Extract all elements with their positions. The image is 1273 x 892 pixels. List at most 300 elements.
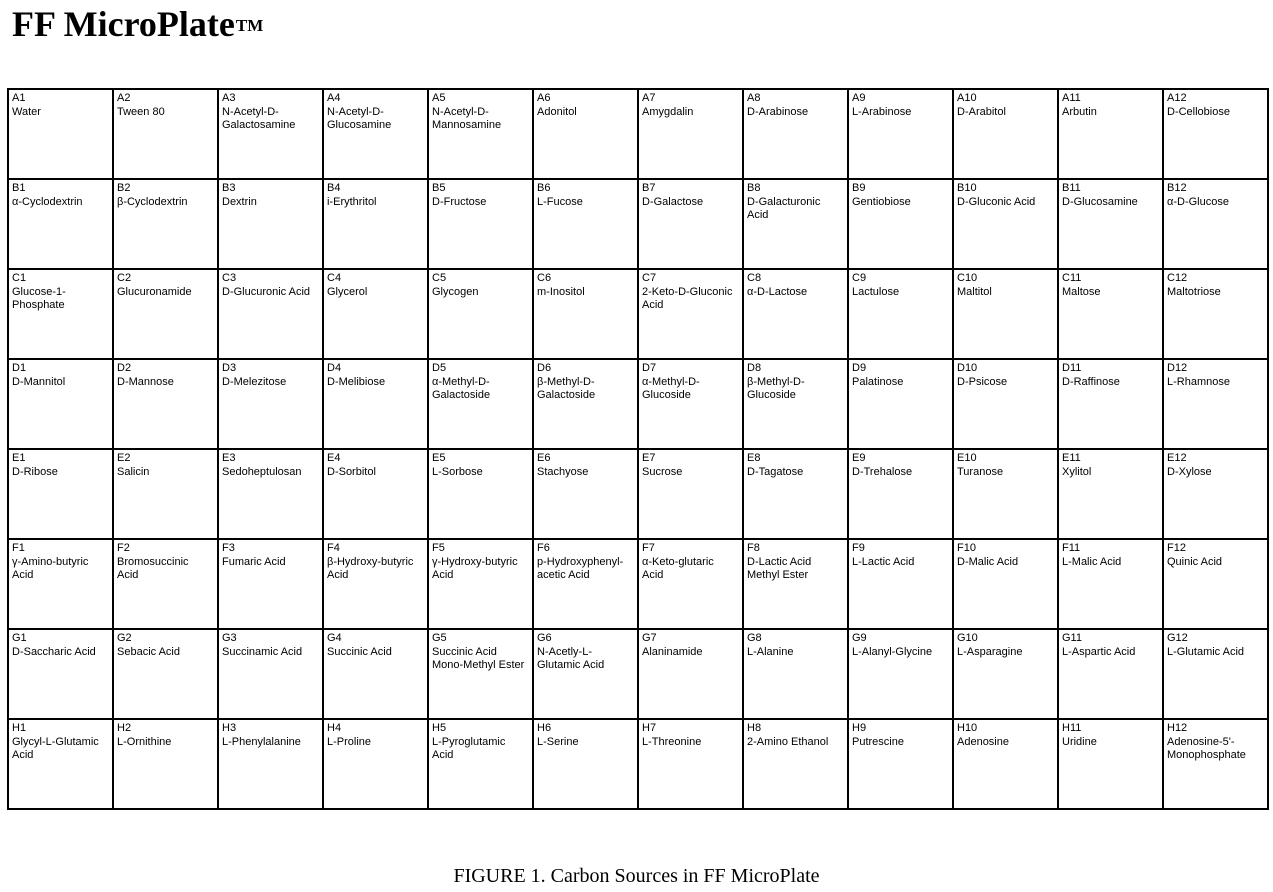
well-substrate-name: L-Pyroglutamic Acid bbox=[432, 735, 506, 761]
well-cell bbox=[743, 89, 848, 179]
well-substrate-name: Bromosuccinic Acid bbox=[117, 555, 189, 581]
well-id: D6 bbox=[537, 362, 552, 374]
well-id: H4 bbox=[327, 722, 342, 734]
well-substrate-name: D-Galactose bbox=[642, 195, 704, 208]
well-substrate-name: L-Serine bbox=[537, 735, 579, 748]
well-cell bbox=[218, 629, 323, 719]
well-substrate-name: L-Threonine bbox=[642, 735, 702, 748]
well-cell bbox=[533, 179, 638, 269]
well-cell bbox=[113, 269, 218, 359]
well-id: G1 bbox=[12, 632, 27, 644]
well-cell bbox=[428, 359, 533, 449]
well-substrate-name: Xylitol bbox=[1062, 465, 1092, 478]
well-cell bbox=[533, 539, 638, 629]
well-cell bbox=[218, 269, 323, 359]
well-id: A8 bbox=[747, 92, 761, 104]
well-id: E2 bbox=[117, 452, 131, 464]
well-cell bbox=[1058, 539, 1163, 629]
well-id: D5 bbox=[432, 362, 447, 374]
well-id: C1 bbox=[12, 272, 27, 284]
well-id: F7 bbox=[642, 542, 655, 554]
well-cell bbox=[8, 179, 113, 269]
well-cell bbox=[848, 539, 953, 629]
well-substrate-name: D-Malic Acid bbox=[957, 555, 1019, 568]
well-substrate-name: Sedoheptulosan bbox=[222, 465, 302, 478]
well-id: G11 bbox=[1062, 632, 1082, 644]
well-id: A6 bbox=[537, 92, 551, 104]
well-id: A2 bbox=[117, 92, 131, 104]
well-substrate-name: D-Gluconic Acid bbox=[957, 195, 1036, 208]
well-cell bbox=[8, 719, 113, 809]
well-substrate-name: β-Cyclodextrin bbox=[117, 195, 188, 208]
well-substrate-name: α-Methyl-D- Glucoside bbox=[642, 375, 700, 401]
well-id: B4 bbox=[327, 182, 341, 194]
well-substrate-name: Turanose bbox=[957, 465, 1004, 478]
well-id: C3 bbox=[222, 272, 237, 284]
well-substrate-name: L-Alanyl-Glycine bbox=[852, 645, 933, 658]
well-id: E10 bbox=[957, 452, 977, 464]
well-cell bbox=[1163, 449, 1268, 539]
well-cell bbox=[743, 719, 848, 809]
well-substrate-name: γ-Hydroxy-butyric Acid bbox=[432, 555, 518, 581]
well-id: D2 bbox=[117, 362, 132, 374]
well-substrate-name: Maltitol bbox=[957, 285, 992, 298]
well-id: F3 bbox=[222, 542, 235, 554]
well-substrate-name: D-Arabinose bbox=[747, 105, 809, 118]
well-id: H3 bbox=[222, 722, 237, 734]
well-id: A10 bbox=[957, 92, 977, 104]
page-title bbox=[12, 2, 263, 46]
well-id: H5 bbox=[432, 722, 447, 734]
well-cell bbox=[323, 179, 428, 269]
well-substrate-name: D-Saccharic Acid bbox=[12, 645, 96, 658]
well-cell bbox=[638, 539, 743, 629]
well-substrate-name: Succinic Acid Mono-Methyl Ester bbox=[432, 645, 525, 671]
well-substrate-name: β-Methyl-D- Glucoside bbox=[747, 375, 805, 401]
well-substrate-name: L-Lactic Acid bbox=[852, 555, 915, 568]
well-substrate-name: Glycogen bbox=[432, 285, 479, 298]
well-id: C9 bbox=[852, 272, 867, 284]
well-substrate-name: Fumaric Acid bbox=[222, 555, 286, 568]
well-cell bbox=[848, 359, 953, 449]
well-id: E12 bbox=[1167, 452, 1187, 464]
well-cell bbox=[218, 89, 323, 179]
well-id: H1 bbox=[12, 722, 27, 734]
well-id: E11 bbox=[1062, 452, 1081, 464]
well-substrate-name: 2-Keto-D-Gluconic Acid bbox=[642, 285, 733, 311]
well-substrate-name: D-Xylose bbox=[1167, 465, 1212, 478]
well-substrate-name: D-Arabitol bbox=[957, 105, 1006, 118]
well-cell bbox=[638, 89, 743, 179]
well-id: G5 bbox=[432, 632, 447, 644]
well-id: A7 bbox=[642, 92, 656, 104]
trademark-symbol: TM bbox=[235, 16, 264, 35]
well-cell bbox=[743, 629, 848, 719]
well-cell bbox=[848, 629, 953, 719]
well-cell bbox=[1163, 719, 1268, 809]
well-substrate-name: Stachyose bbox=[537, 465, 589, 478]
well-cell bbox=[638, 449, 743, 539]
well-id: G8 bbox=[747, 632, 762, 644]
well-cell bbox=[428, 89, 533, 179]
well-cell bbox=[533, 719, 638, 809]
figure-caption: FIGURE 1. Carbon Sources in FF MicroPlate bbox=[453, 865, 820, 887]
well-cell bbox=[1058, 449, 1163, 539]
well-cell bbox=[638, 719, 743, 809]
well-substrate-name: L-Asparagine bbox=[957, 645, 1023, 658]
well-substrate-name: L-Rhamnose bbox=[1167, 375, 1230, 388]
well-substrate-name: Succinamic Acid bbox=[222, 645, 303, 658]
well-cell bbox=[428, 719, 533, 809]
well-cell bbox=[218, 449, 323, 539]
well-cell bbox=[1163, 629, 1268, 719]
well-substrate-name: N-Acetyl-D- Mannosamine bbox=[432, 105, 502, 131]
well-id: B12 bbox=[1167, 182, 1187, 194]
plate-row bbox=[8, 719, 1268, 809]
well-id: A3 bbox=[222, 92, 236, 104]
well-id: H7 bbox=[642, 722, 657, 734]
well-cell bbox=[8, 539, 113, 629]
well-substrate-name: D-Sorbitol bbox=[327, 465, 376, 478]
well-cell bbox=[1163, 269, 1268, 359]
well-id: E4 bbox=[327, 452, 341, 464]
well-cell bbox=[323, 359, 428, 449]
well-cell bbox=[8, 89, 113, 179]
well-substrate-name: Sebacic Acid bbox=[117, 645, 180, 658]
well-cell bbox=[323, 89, 428, 179]
well-cell bbox=[848, 179, 953, 269]
well-id: F5 bbox=[432, 542, 445, 554]
well-id: H6 bbox=[537, 722, 552, 734]
well-cell bbox=[638, 359, 743, 449]
well-cell bbox=[428, 539, 533, 629]
well-substrate-name: α-Cyclodextrin bbox=[12, 195, 83, 208]
plate-row bbox=[8, 629, 1268, 719]
well-cell bbox=[218, 179, 323, 269]
well-id: G6 bbox=[537, 632, 552, 644]
well-cell bbox=[743, 269, 848, 359]
well-cell bbox=[113, 629, 218, 719]
well-substrate-name: Water bbox=[12, 105, 41, 118]
well-substrate-name: Glucuronamide bbox=[117, 285, 192, 298]
well-substrate-name: Palatinose bbox=[852, 375, 904, 388]
well-substrate-name: α-Keto-glutaric Acid bbox=[642, 555, 714, 581]
well-substrate-name: γ-Amino-butyric Acid bbox=[12, 555, 89, 581]
well-cell bbox=[533, 359, 638, 449]
well-id: B8 bbox=[747, 182, 761, 194]
well-id: H9 bbox=[852, 722, 867, 734]
plate-row bbox=[8, 269, 1268, 359]
well-substrate-name: Adonitol bbox=[537, 105, 577, 118]
well-substrate-name: i-Erythritol bbox=[327, 195, 377, 208]
well-cell bbox=[533, 629, 638, 719]
well-substrate-name: Dextrin bbox=[222, 195, 257, 208]
well-id: F8 bbox=[747, 542, 760, 554]
well-substrate-name: D-Melibiose bbox=[327, 375, 386, 388]
well-id: G2 bbox=[117, 632, 132, 644]
well-id: B10 bbox=[957, 182, 977, 194]
well-substrate-name: m-Inositol bbox=[537, 285, 585, 298]
well-cell bbox=[8, 269, 113, 359]
well-id: B11 bbox=[1062, 182, 1081, 194]
well-cell bbox=[743, 449, 848, 539]
well-substrate-name: D-Mannitol bbox=[12, 375, 66, 388]
well-id: A1 bbox=[12, 92, 26, 104]
well-id: D1 bbox=[12, 362, 27, 374]
well-cell bbox=[1058, 89, 1163, 179]
well-substrate-name: D-Glucosamine bbox=[1062, 195, 1138, 208]
well-cell bbox=[743, 179, 848, 269]
well-cell bbox=[113, 449, 218, 539]
well-cell bbox=[1058, 179, 1163, 269]
well-cell bbox=[1058, 629, 1163, 719]
well-cell bbox=[848, 719, 953, 809]
well-substrate-name: α-Methyl-D- Galactoside bbox=[432, 375, 491, 401]
well-substrate-name: D-Psicose bbox=[957, 375, 1008, 388]
well-id: H2 bbox=[117, 722, 132, 734]
well-id: F6 bbox=[537, 542, 550, 554]
well-cell bbox=[428, 179, 533, 269]
well-cell bbox=[953, 539, 1058, 629]
well-substrate-name: Adenosine-5'- Monophosphate bbox=[1167, 735, 1246, 761]
well-substrate-name: D-Tagatose bbox=[747, 465, 804, 478]
well-id: H8 bbox=[747, 722, 762, 734]
well-id: C10 bbox=[957, 272, 978, 284]
well-cell bbox=[638, 269, 743, 359]
well-substrate-name: N-Acetyl-D- Galactosamine bbox=[222, 105, 296, 131]
well-id: H11 bbox=[1062, 722, 1082, 734]
well-cell bbox=[8, 629, 113, 719]
well-cell bbox=[953, 89, 1058, 179]
well-id: F2 bbox=[117, 542, 130, 554]
well-id: B7 bbox=[642, 182, 656, 194]
well-id: E1 bbox=[12, 452, 26, 464]
well-substrate-name: α-D-Lactose bbox=[747, 285, 808, 298]
well-id: D9 bbox=[852, 362, 867, 374]
well-id: D4 bbox=[327, 362, 342, 374]
well-cell bbox=[218, 359, 323, 449]
well-id: C12 bbox=[1167, 272, 1188, 284]
well-substrate-name: Glycerol bbox=[327, 285, 368, 298]
well-cell bbox=[953, 449, 1058, 539]
well-id: G3 bbox=[222, 632, 237, 644]
well-substrate-name: D-Cellobiose bbox=[1167, 105, 1230, 118]
well-substrate-name: Alaninamide bbox=[642, 645, 703, 658]
well-cell bbox=[428, 269, 533, 359]
well-id: E8 bbox=[747, 452, 761, 464]
well-substrate-name: N-Acetyl-D- Glucosamine bbox=[327, 105, 392, 131]
well-substrate-name: D-Raffinose bbox=[1062, 375, 1120, 388]
well-substrate-name: D-Fructose bbox=[432, 195, 487, 208]
well-id: H12 bbox=[1167, 722, 1188, 734]
well-id: D11 bbox=[1062, 362, 1082, 374]
well-substrate-name: D-Mannose bbox=[117, 375, 174, 388]
well-id: D8 bbox=[747, 362, 762, 374]
well-cell bbox=[1163, 359, 1268, 449]
well-cell bbox=[848, 89, 953, 179]
well-id: C6 bbox=[537, 272, 552, 284]
well-cell bbox=[533, 449, 638, 539]
well-substrate-name: Sucrose bbox=[642, 465, 683, 478]
well-cell bbox=[113, 539, 218, 629]
well-substrate-name: 2-Amino Ethanol bbox=[747, 735, 829, 748]
well-id: C2 bbox=[117, 272, 132, 284]
well-cell bbox=[743, 359, 848, 449]
well-substrate-name: Quinic Acid bbox=[1167, 555, 1223, 568]
well-substrate-name: β-Hydroxy-butyric Acid bbox=[327, 555, 414, 581]
well-substrate-name: L-Proline bbox=[327, 735, 372, 748]
well-substrate-name: D-Lactic Acid Methyl Ester bbox=[747, 555, 812, 581]
well-id: G10 bbox=[957, 632, 978, 644]
well-id: E3 bbox=[222, 452, 236, 464]
well-cell bbox=[953, 719, 1058, 809]
well-id: G7 bbox=[642, 632, 657, 644]
well-id: E7 bbox=[642, 452, 656, 464]
well-substrate-name: Maltotriose bbox=[1167, 285, 1221, 298]
well-cell bbox=[953, 179, 1058, 269]
well-id: A9 bbox=[852, 92, 866, 104]
well-substrate-name: Lactulose bbox=[852, 285, 900, 298]
well-substrate-name: Succinic Acid bbox=[327, 645, 392, 658]
well-cell bbox=[323, 269, 428, 359]
well-id: D10 bbox=[957, 362, 978, 374]
well-cell bbox=[953, 269, 1058, 359]
well-substrate-name: Putrescine bbox=[852, 735, 904, 748]
title-text: FF MicroPlate bbox=[12, 4, 235, 44]
well-id: G9 bbox=[852, 632, 867, 644]
microplate-table bbox=[7, 88, 1269, 810]
well-id: F4 bbox=[327, 542, 340, 554]
well-id: A5 bbox=[432, 92, 446, 104]
well-id: C5 bbox=[432, 272, 447, 284]
well-id: F1 bbox=[12, 542, 25, 554]
well-id: F9 bbox=[852, 542, 865, 554]
well-cell bbox=[953, 629, 1058, 719]
well-id: E9 bbox=[852, 452, 866, 464]
well-id: F11 bbox=[1062, 542, 1081, 554]
well-cell bbox=[323, 719, 428, 809]
well-substrate-name: Tween 80 bbox=[117, 105, 165, 118]
well-substrate-name: L-Ornithine bbox=[117, 735, 172, 748]
well-id: B5 bbox=[432, 182, 446, 194]
plate-row bbox=[8, 359, 1268, 449]
well-substrate-name: L-Sorbose bbox=[432, 465, 483, 478]
well-cell bbox=[113, 179, 218, 269]
well-cell bbox=[113, 719, 218, 809]
well-substrate-name: D-Glucuronic Acid bbox=[222, 285, 311, 298]
well-id: C11 bbox=[1062, 272, 1082, 284]
well-id: B2 bbox=[117, 182, 131, 194]
well-cell bbox=[428, 629, 533, 719]
well-id: C4 bbox=[327, 272, 342, 284]
well-substrate-name: p-Hydroxyphenyl- acetic Acid bbox=[537, 555, 624, 581]
well-cell bbox=[1163, 539, 1268, 629]
well-substrate-name: D-Galacturonic Acid bbox=[747, 195, 821, 221]
well-substrate-name: L-Phenylalanine bbox=[222, 735, 301, 748]
well-cell bbox=[533, 89, 638, 179]
plate-row bbox=[8, 89, 1268, 179]
well-id: A4 bbox=[327, 92, 341, 104]
well-cell bbox=[638, 629, 743, 719]
well-substrate-name: Glucose-1- Phosphate bbox=[12, 285, 66, 311]
well-substrate-name: L-Malic Acid bbox=[1062, 555, 1122, 568]
well-id: B6 bbox=[537, 182, 551, 194]
well-id: F12 bbox=[1167, 542, 1186, 554]
well-cell bbox=[113, 359, 218, 449]
well-id: E6 bbox=[537, 452, 551, 464]
well-cell bbox=[848, 449, 953, 539]
well-substrate-name: Gentiobiose bbox=[852, 195, 911, 208]
well-cell bbox=[8, 449, 113, 539]
well-id: C7 bbox=[642, 272, 657, 284]
well-substrate-name: Arbutin bbox=[1062, 105, 1097, 118]
well-substrate-name: Maltose bbox=[1062, 285, 1101, 298]
well-cell bbox=[113, 89, 218, 179]
well-cell bbox=[743, 539, 848, 629]
well-substrate-name: Amygdalin bbox=[642, 105, 694, 118]
well-cell bbox=[323, 539, 428, 629]
well-id: A11 bbox=[1062, 92, 1081, 104]
well-cell bbox=[218, 539, 323, 629]
plate-row bbox=[8, 539, 1268, 629]
well-cell bbox=[953, 359, 1058, 449]
well-substrate-name: L-Fucose bbox=[537, 195, 583, 208]
microplate-body bbox=[8, 89, 1268, 809]
well-cell bbox=[323, 629, 428, 719]
well-substrate-name: β-Methyl-D- Galactoside bbox=[537, 375, 596, 401]
well-cell bbox=[1163, 179, 1268, 269]
well-substrate-name: L-Alanine bbox=[747, 645, 794, 658]
well-substrate-name: D-Melezitose bbox=[222, 375, 287, 388]
well-id: E5 bbox=[432, 452, 446, 464]
well-substrate-name: L-Glutamic Acid bbox=[1167, 645, 1245, 658]
well-id: G12 bbox=[1167, 632, 1188, 644]
well-id: H10 bbox=[957, 722, 978, 734]
well-id: A12 bbox=[1167, 92, 1187, 104]
well-substrate-name: Salicin bbox=[117, 465, 150, 478]
well-id: D3 bbox=[222, 362, 237, 374]
plate-row bbox=[8, 449, 1268, 539]
well-cell bbox=[533, 269, 638, 359]
well-id: D12 bbox=[1167, 362, 1188, 374]
well-substrate-name: Uridine bbox=[1062, 735, 1097, 748]
well-substrate-name: Adenosine bbox=[957, 735, 1009, 748]
well-cell bbox=[428, 449, 533, 539]
well-cell bbox=[323, 449, 428, 539]
well-cell bbox=[218, 719, 323, 809]
well-substrate-name: Glycyl-L-Glutamic Acid bbox=[12, 735, 99, 761]
well-id: C8 bbox=[747, 272, 762, 284]
well-id: D7 bbox=[642, 362, 657, 374]
well-substrate-name: α-D-Glucose bbox=[1167, 195, 1229, 208]
well-id: G4 bbox=[327, 632, 342, 644]
well-substrate-name: N-Acetly-L- Glutamic Acid bbox=[537, 645, 605, 671]
well-id: F10 bbox=[957, 542, 976, 554]
well-cell bbox=[848, 269, 953, 359]
plate-row bbox=[8, 179, 1268, 269]
well-substrate-name: D-Trehalose bbox=[852, 465, 913, 478]
well-id: B1 bbox=[12, 182, 26, 194]
well-id: B9 bbox=[852, 182, 866, 194]
well-cell bbox=[638, 179, 743, 269]
well-cell bbox=[1163, 89, 1268, 179]
well-cell bbox=[1058, 269, 1163, 359]
well-cell bbox=[8, 359, 113, 449]
well-id: B3 bbox=[222, 182, 236, 194]
well-substrate-name: D-Ribose bbox=[12, 465, 58, 478]
well-substrate-name: L-Aspartic Acid bbox=[1062, 645, 1136, 658]
well-cell bbox=[1058, 719, 1163, 809]
